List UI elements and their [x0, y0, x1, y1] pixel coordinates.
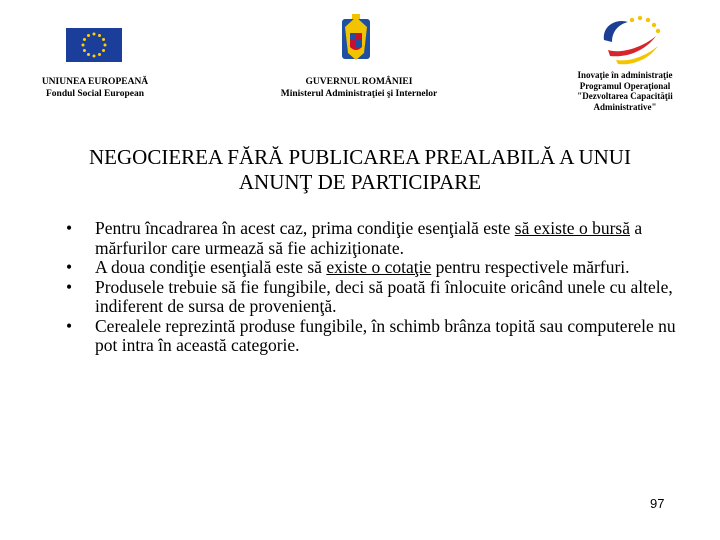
eu-star	[98, 34, 101, 37]
bullet-item	[66, 278, 676, 317]
eu-caption-line1: UNIUNEA EUROPEANĂ	[41, 77, 149, 87]
romania-coat-of-arms	[340, 13, 372, 68]
eu-star	[93, 33, 96, 36]
bullet-item	[66, 258, 676, 278]
eu-star	[82, 44, 85, 47]
bullet-text-end: pentru respectivele mărfuri.	[431, 257, 630, 277]
eu-star	[87, 34, 90, 37]
bullet-marker: •	[66, 276, 73, 297]
bullet-text: Pentru încadrarea în acest caz, prima condiţie esenţială este	[95, 218, 515, 238]
bullet-marker: •	[66, 218, 73, 238]
bullet-text: A doua condiţie esenţială este să	[95, 257, 327, 277]
eu-caption-line2: Fondul Social European	[45, 88, 145, 99]
eu-flag-logo	[66, 28, 122, 67]
logo-blue-swoosh	[604, 21, 628, 42]
eu-star	[98, 53, 101, 56]
programme-caption-line4: Administrative"	[593, 101, 657, 112]
slide-title-line1: NEGOCIEREA FĂRĂ PUBLICAREA PREALABILĂ A UNUI	[89, 145, 631, 169]
slide-title-line2: ANUNŢ DE PARTICIPARE	[238, 170, 482, 194]
eu-star	[93, 55, 96, 58]
bullet-text: Cerealele reprezintă produse fungibile, în schimb brânza topită sau computerele nu pot intra în această categorie.	[95, 315, 676, 355]
eu-star	[87, 53, 90, 56]
slide-title	[20, 145, 700, 195]
eu-star	[102, 49, 105, 52]
bullet-text: Produsele trebuie să fie fungibile, deci să poată fi înlocuite oricând unele cu altele, indiferent de sursa de provenienţă.	[95, 276, 673, 316]
bullet-list	[66, 219, 676, 356]
gov-caption-line1: GUVERNUL ROMÂNIEI	[305, 77, 413, 87]
bullet-item	[66, 317, 676, 356]
gov-caption	[270, 77, 448, 100]
eu-star	[104, 44, 107, 47]
crest-quarter-right	[356, 40, 362, 47]
crest-quarter-left	[350, 33, 356, 40]
bullet-item	[66, 219, 676, 258]
bullet-underlined-text: existe o cotaţie	[326, 257, 432, 277]
programme-caption-line1: Inovaţie în administraţie	[577, 70, 673, 80]
eu-star	[102, 38, 105, 41]
programme-caption-line2: Programul Operaţional	[579, 80, 671, 91]
eu-star	[83, 38, 86, 41]
bullet-text-end: a mărfurilor care urmează să fie achiziţionate.	[95, 218, 643, 258]
gov-caption-line2: Ministerul Administraţiei şi Internelor	[280, 88, 438, 99]
eu-star	[83, 49, 86, 52]
page-number: 97	[650, 496, 665, 511]
bullet-marker: •	[66, 257, 73, 277]
crest-crown	[352, 14, 360, 19]
bullet-underlined-text: să existe o bursă	[514, 218, 630, 238]
eu-caption	[20, 77, 170, 100]
programme-caption-line3: "Dezvoltarea Capacităţii	[577, 91, 673, 101]
logo-stars	[630, 16, 660, 33]
programme-caption	[555, 70, 695, 112]
programme-logo	[598, 14, 666, 73]
bullet-marker: •	[66, 315, 73, 336]
